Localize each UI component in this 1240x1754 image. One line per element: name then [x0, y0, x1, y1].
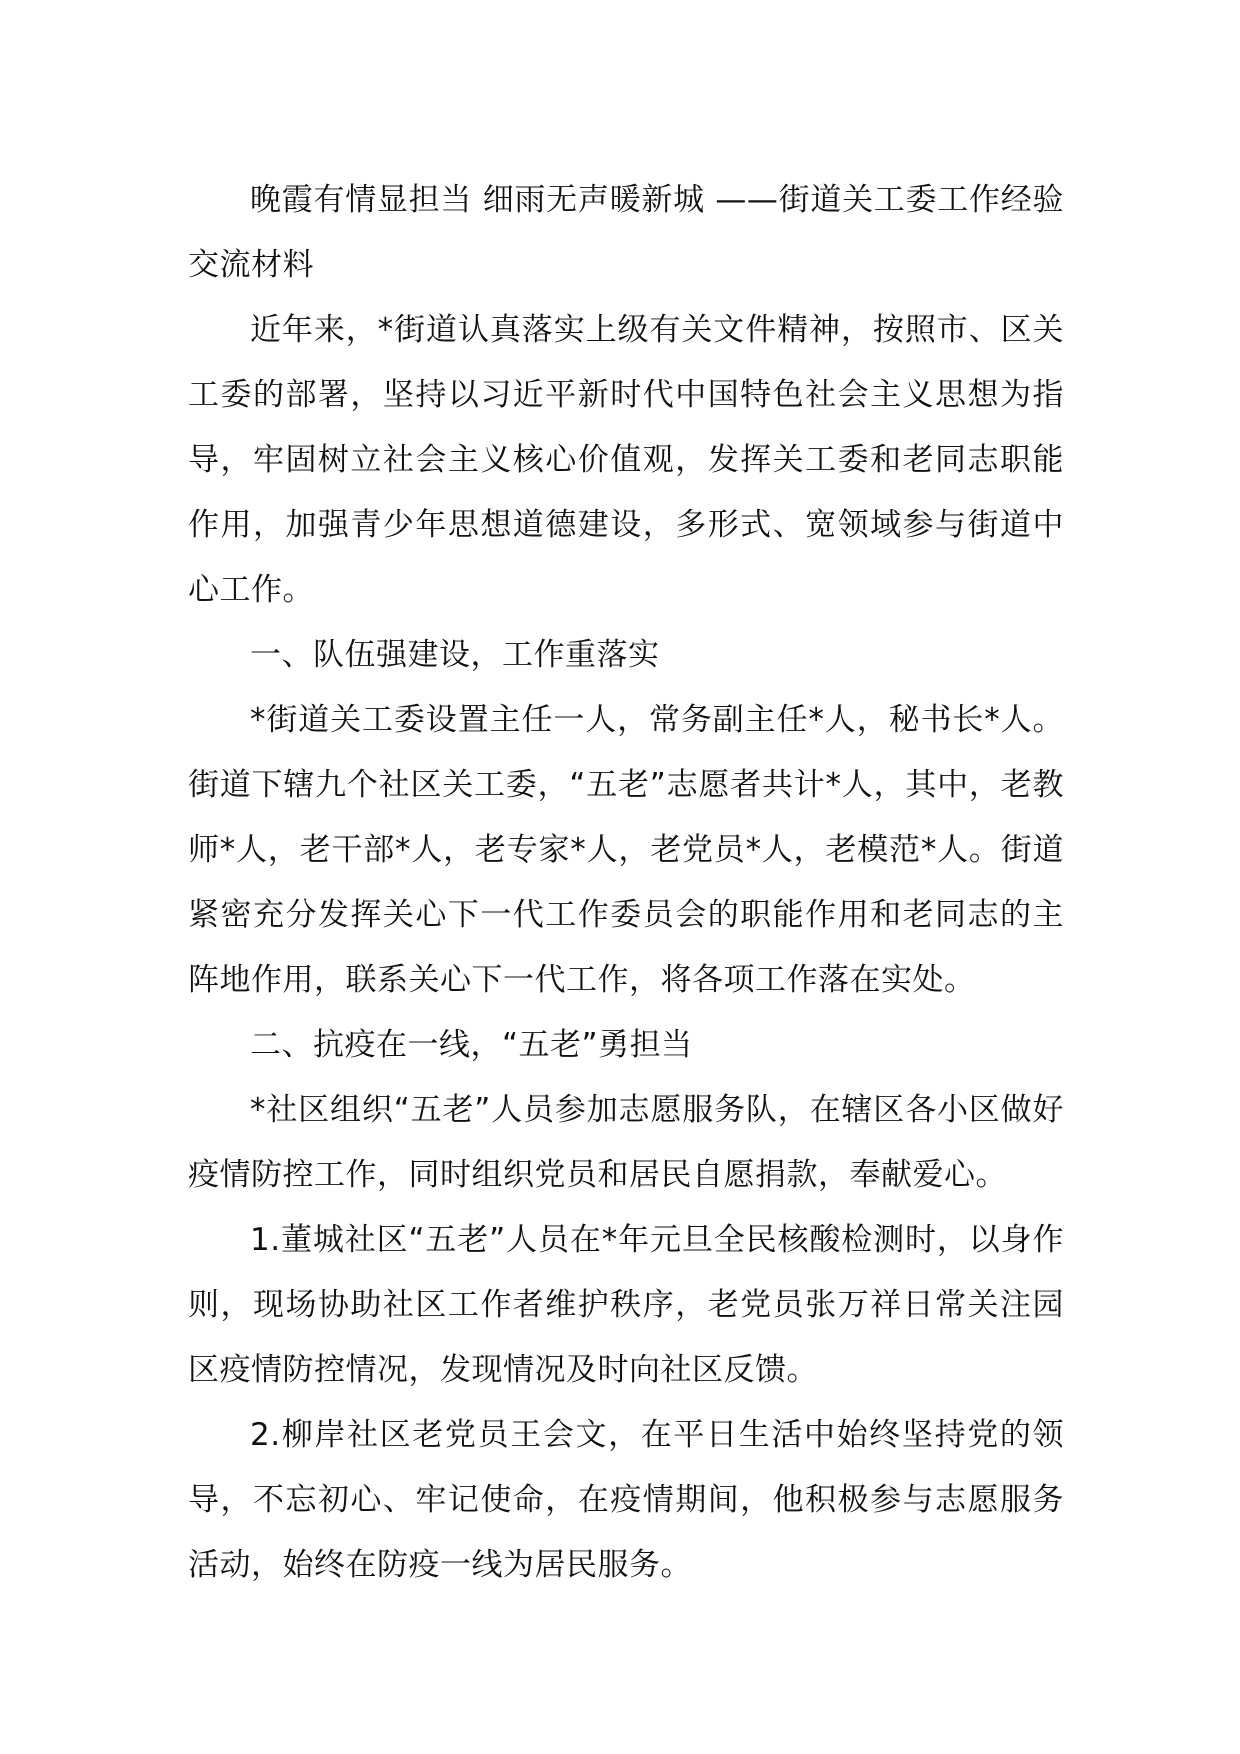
section-heading-1: 一、队伍强建设，工作重落实	[250, 637, 660, 673]
paragraph-item-1: 1.董城社区“五老”人员在*年元旦全民核酸检测时，以身作则，现场协助社区工作者维护秩序，老党员张万祥日常关注园区疫情防控情况，发现情况及时向社区反馈。	[188, 1222, 1064, 1388]
paragraph-volunteers: *社区组织“五老”人员参加志愿服务队，在辖区各小区做好疫情防控工作，同时组织党员和居民自愿捐款，奉献爱心。	[188, 1092, 1064, 1193]
paragraph-intro: 近年来，*街道认真落实上级有关文件精神，按照市、区关工委的部署，坚持以习近平新时代中国特色社会主义思想为指导，牢固树立社会主义核心价值观，发挥关工委和老同志职能作用，加强青少年思想道德建设，多形式、宽领域参与街道中心工作。	[188, 312, 1064, 608]
document-body	[188, 168, 1064, 1598]
paragraph-team: *街道关工委设置主任一人，常务副主任*人，秘书长*人。街道下辖九个社区关工委，“五老”志愿者共计*人，其中，老教师*人，老干部*人，老专家*人，老党员*人，老模范*人。街道紧密充分发挥关心下一代工作委员会的职能作用和老同志的主阵地作用，联系关心下一代工作，将各项工作落在实处。	[188, 702, 1064, 998]
document-title: 晚霞有情显担当 细雨无声暖新城 ——街道关工委工作经验交流材料	[188, 182, 1064, 283]
section-heading-2: 二、抗疫在一线，“五老”勇担当	[250, 1027, 693, 1063]
paragraph-item-2: 2.柳岸社区老党员王会文，在平日生活中始终坚持党的领导，不忘初心、牢记使命，在疫情期间，他积极参与志愿服务活动，始终在防疫一线为居民服务。	[188, 1417, 1064, 1583]
